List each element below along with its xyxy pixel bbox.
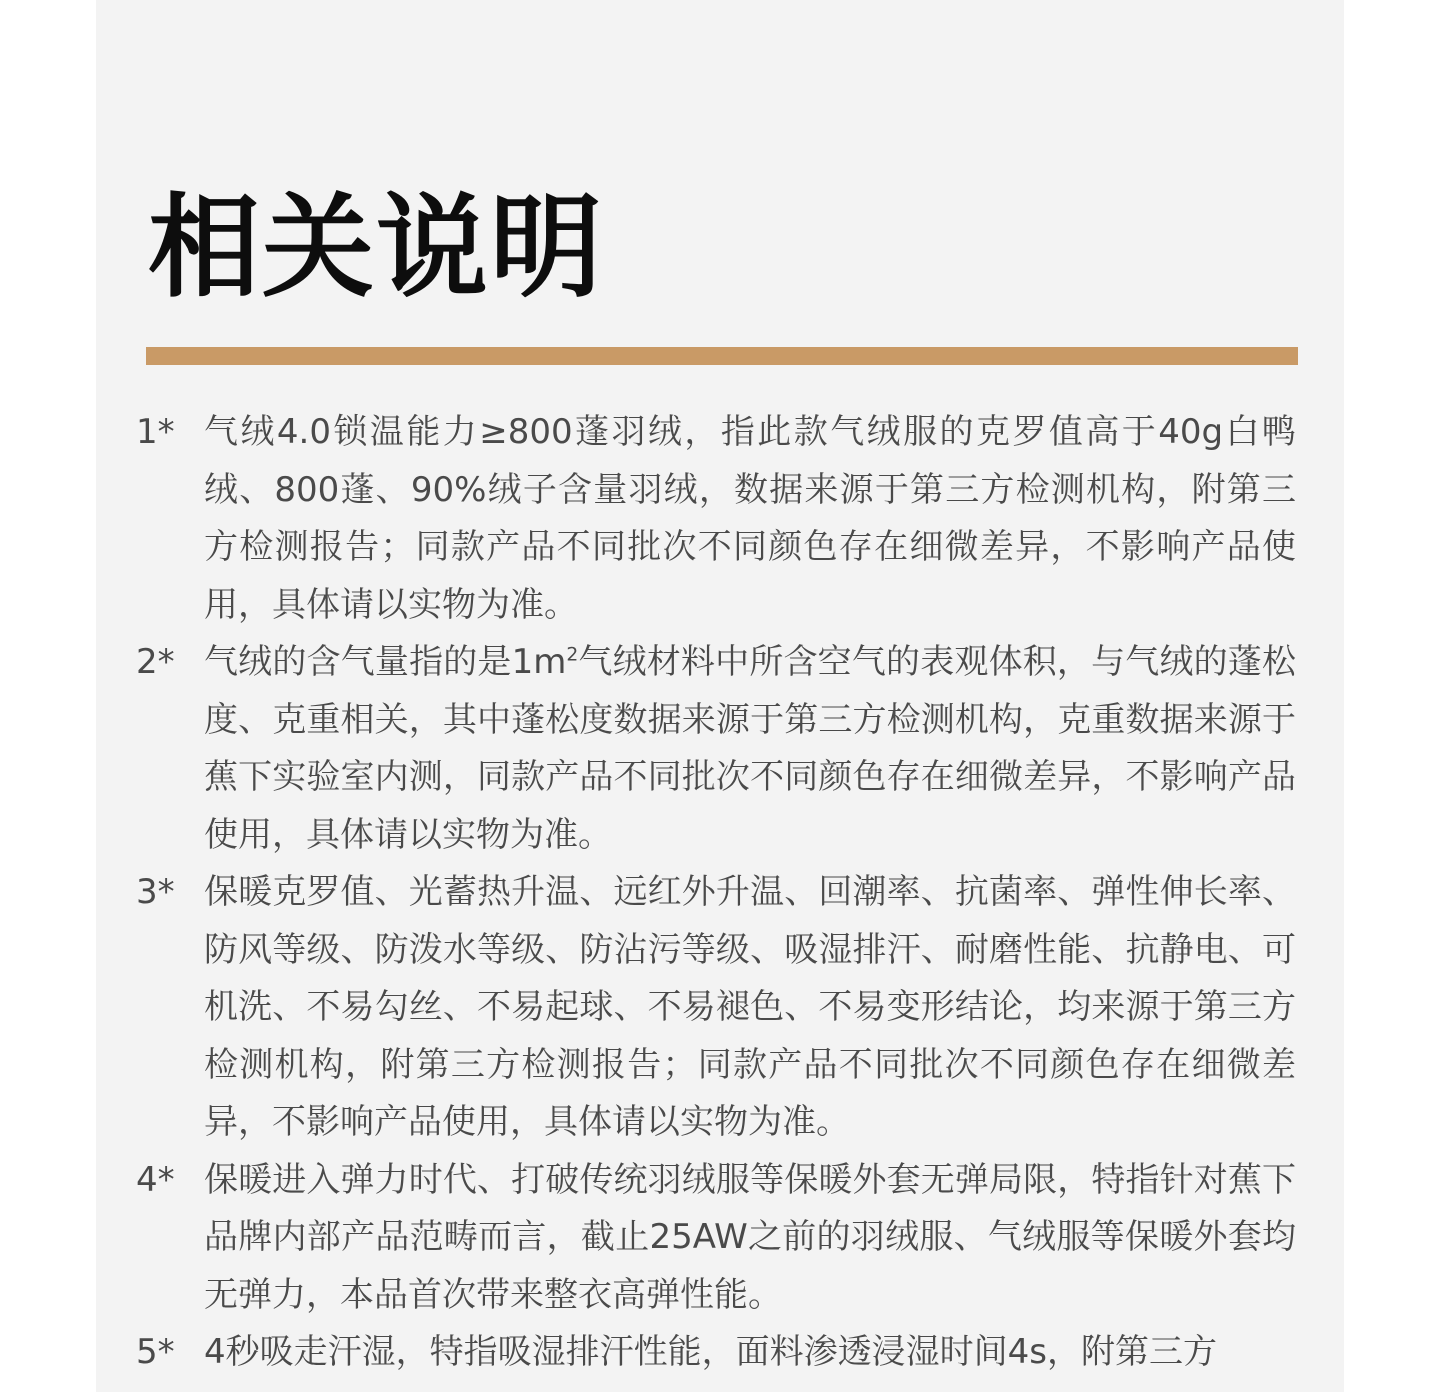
page-title: 相关说明 bbox=[148, 183, 604, 313]
note-text-before: 气绒的含气量指的是1m bbox=[204, 642, 567, 682]
note-item-1 bbox=[136, 404, 1296, 634]
note-number: 1* bbox=[136, 412, 175, 452]
accent-divider bbox=[146, 347, 1298, 365]
note-text: 保暖进入弹力时代、打破传统羽绒服等保暖外套无弹局限，特指针对蕉下品牌内部产品范畴而言，截止25AW之前的羽绒服、气绒服等保暖外套均无弹力，本品首次带来整衣高弹性能。 bbox=[204, 1159, 1296, 1315]
note-number: 5* bbox=[136, 1332, 175, 1372]
note-item-5 bbox=[136, 1324, 1296, 1382]
note-number: 2* bbox=[136, 642, 175, 682]
notes-list bbox=[136, 404, 1296, 1382]
note-item-2 bbox=[136, 634, 1296, 864]
note-text: 保暖克罗值、光蓄热升温、远红外升温、回潮率、抗菌率、弹性伸长率、防风等级、防泼水等级、防沾污等级、吸湿排汗、耐磨性能、抗静电、可机洗、不易勾丝、不易起球、不易褪色、不易变形结论，均来源于第三方检测机构，附第三方检测报告；同款产品不同批次不同颜色存在细微差异，不影响产品使用，具体请以实物为准。 bbox=[204, 872, 1296, 1142]
note-number: 3* bbox=[136, 872, 175, 912]
note-text: 4秒吸走汗湿，特指吸湿排汗性能，面料渗透浸湿时间4s，附第三方 bbox=[204, 1332, 1217, 1372]
note-text-after: 气绒材料中所含空气的表观体积，与气绒的蓬松度、克重相关，其中蓬松度数据来源于第三方检测机构，克重数据来源于蕉下实验室内测，同款产品不同批次不同颜色存在细微差异，不影响产品使用，具体请以实物为准。 bbox=[204, 642, 1296, 855]
note-text bbox=[204, 634, 1296, 864]
note-text: 气绒4.0锁温能力≥800蓬羽绒，指此款气绒服的克罗值高于40g白鸭绒、800蓬、90%绒子含量羽绒，数据来源于第三方检测机构，附第三方检测报告；同款产品不同批次不同颜色存在细微差异，不影响产品使用，具体请以实物为准。 bbox=[204, 412, 1296, 625]
note-item-4 bbox=[136, 1152, 1296, 1325]
note-number: 4* bbox=[136, 1159, 175, 1200]
note-item-3 bbox=[136, 864, 1296, 1152]
notes-panel bbox=[96, 0, 1344, 1392]
superscript-exponent: 2 bbox=[566, 644, 579, 666]
